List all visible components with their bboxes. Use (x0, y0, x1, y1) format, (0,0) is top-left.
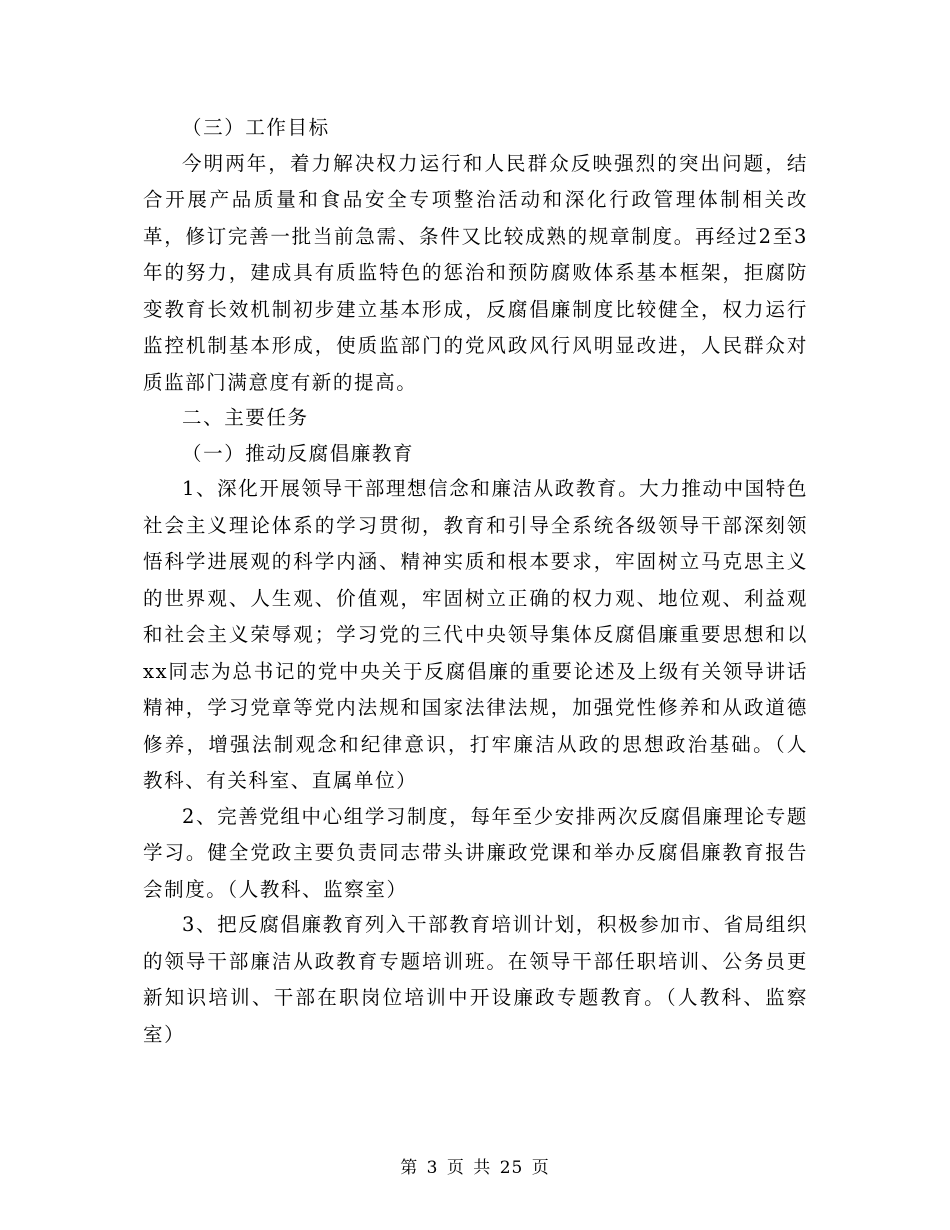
footer-total-word: 共 (473, 1158, 492, 1178)
heading-anticorruption-education: （一）推动反腐倡廉教育 (182, 441, 415, 465)
heading-work-goals: （三）工作目标 (182, 116, 330, 139)
paragraph-item-2: 2、完善党组中心组学习制度，每年至少安排两次反腐倡廉理论专题学习。健全党政主要负责同志带头讲廉政党课和举办反腐倡廉教育报告会制度。（人教科、监察室） (143, 804, 808, 901)
heading-main-tasks: 二、主要任务 (182, 406, 309, 429)
footer-current-page: 3 (426, 1158, 439, 1178)
document-body (143, 110, 808, 1052)
footer-total-pages: 25 (499, 1158, 524, 1178)
paragraph-goals-body: 今明两年，着力解决权力运行和人民群众反映强烈的突出问题，结合开展产品质量和食品安全专项整治活动和深化行政管理体制相关改革，修订完善一批当前急需、条件又比较成熟的规章制度。再经过2至3年的努力，建成具有质监特色的惩治和预防腐败体系基本框架，拒腐防变教育长效机制初步建立基本形成，反腐倡廉制度比较健全，权力运行监控机制基本形成，使质监部门的党风政风行风明显改进，人民群众对质监部门满意度有新的提高。 (143, 151, 808, 394)
paragraph-item-1: 1、深化开展领导干部理想信念和廉洁从政教育。大力推动中国特色社会主义理论体系的学习贯彻，教育和引导全系统各级领导干部深刻领悟科学进展观的科学内涵、精神实质和根本要求，牢固树立马克思主义的世界观、人生观、价值观，牢固树立正确的权力观、地位观、利益观和社会主义荣辱观；学习党的三代中央领导集体反腐倡廉重要思想和以xx同志为总书记的党中央关于反腐倡廉的重要论述及上级有关领导讲话精神，学习党章等党内法规和国家法律法规，加强党性修养和从政道德修养，增强法制观念和纪律意识，打牢廉洁从政的思想政治基础。（人教科、有关科室、直属单位） (143, 477, 808, 792)
footer-suffix: 页 (531, 1158, 550, 1178)
paragraph-item-3: 3、把反腐倡廉教育列入干部教育培训计划，积极参加市、省局组织的领导干部廉洁从政教育专题培训班。在领导干部任职培训、公务员更新知识培训、干部在职岗位培训中开设廉政专题教育。（人教科、监察室） (143, 913, 808, 1046)
footer-page-word: 页 (446, 1158, 465, 1178)
footer-prefix: 第 (400, 1158, 419, 1178)
page-footer (0, 1153, 950, 1178)
